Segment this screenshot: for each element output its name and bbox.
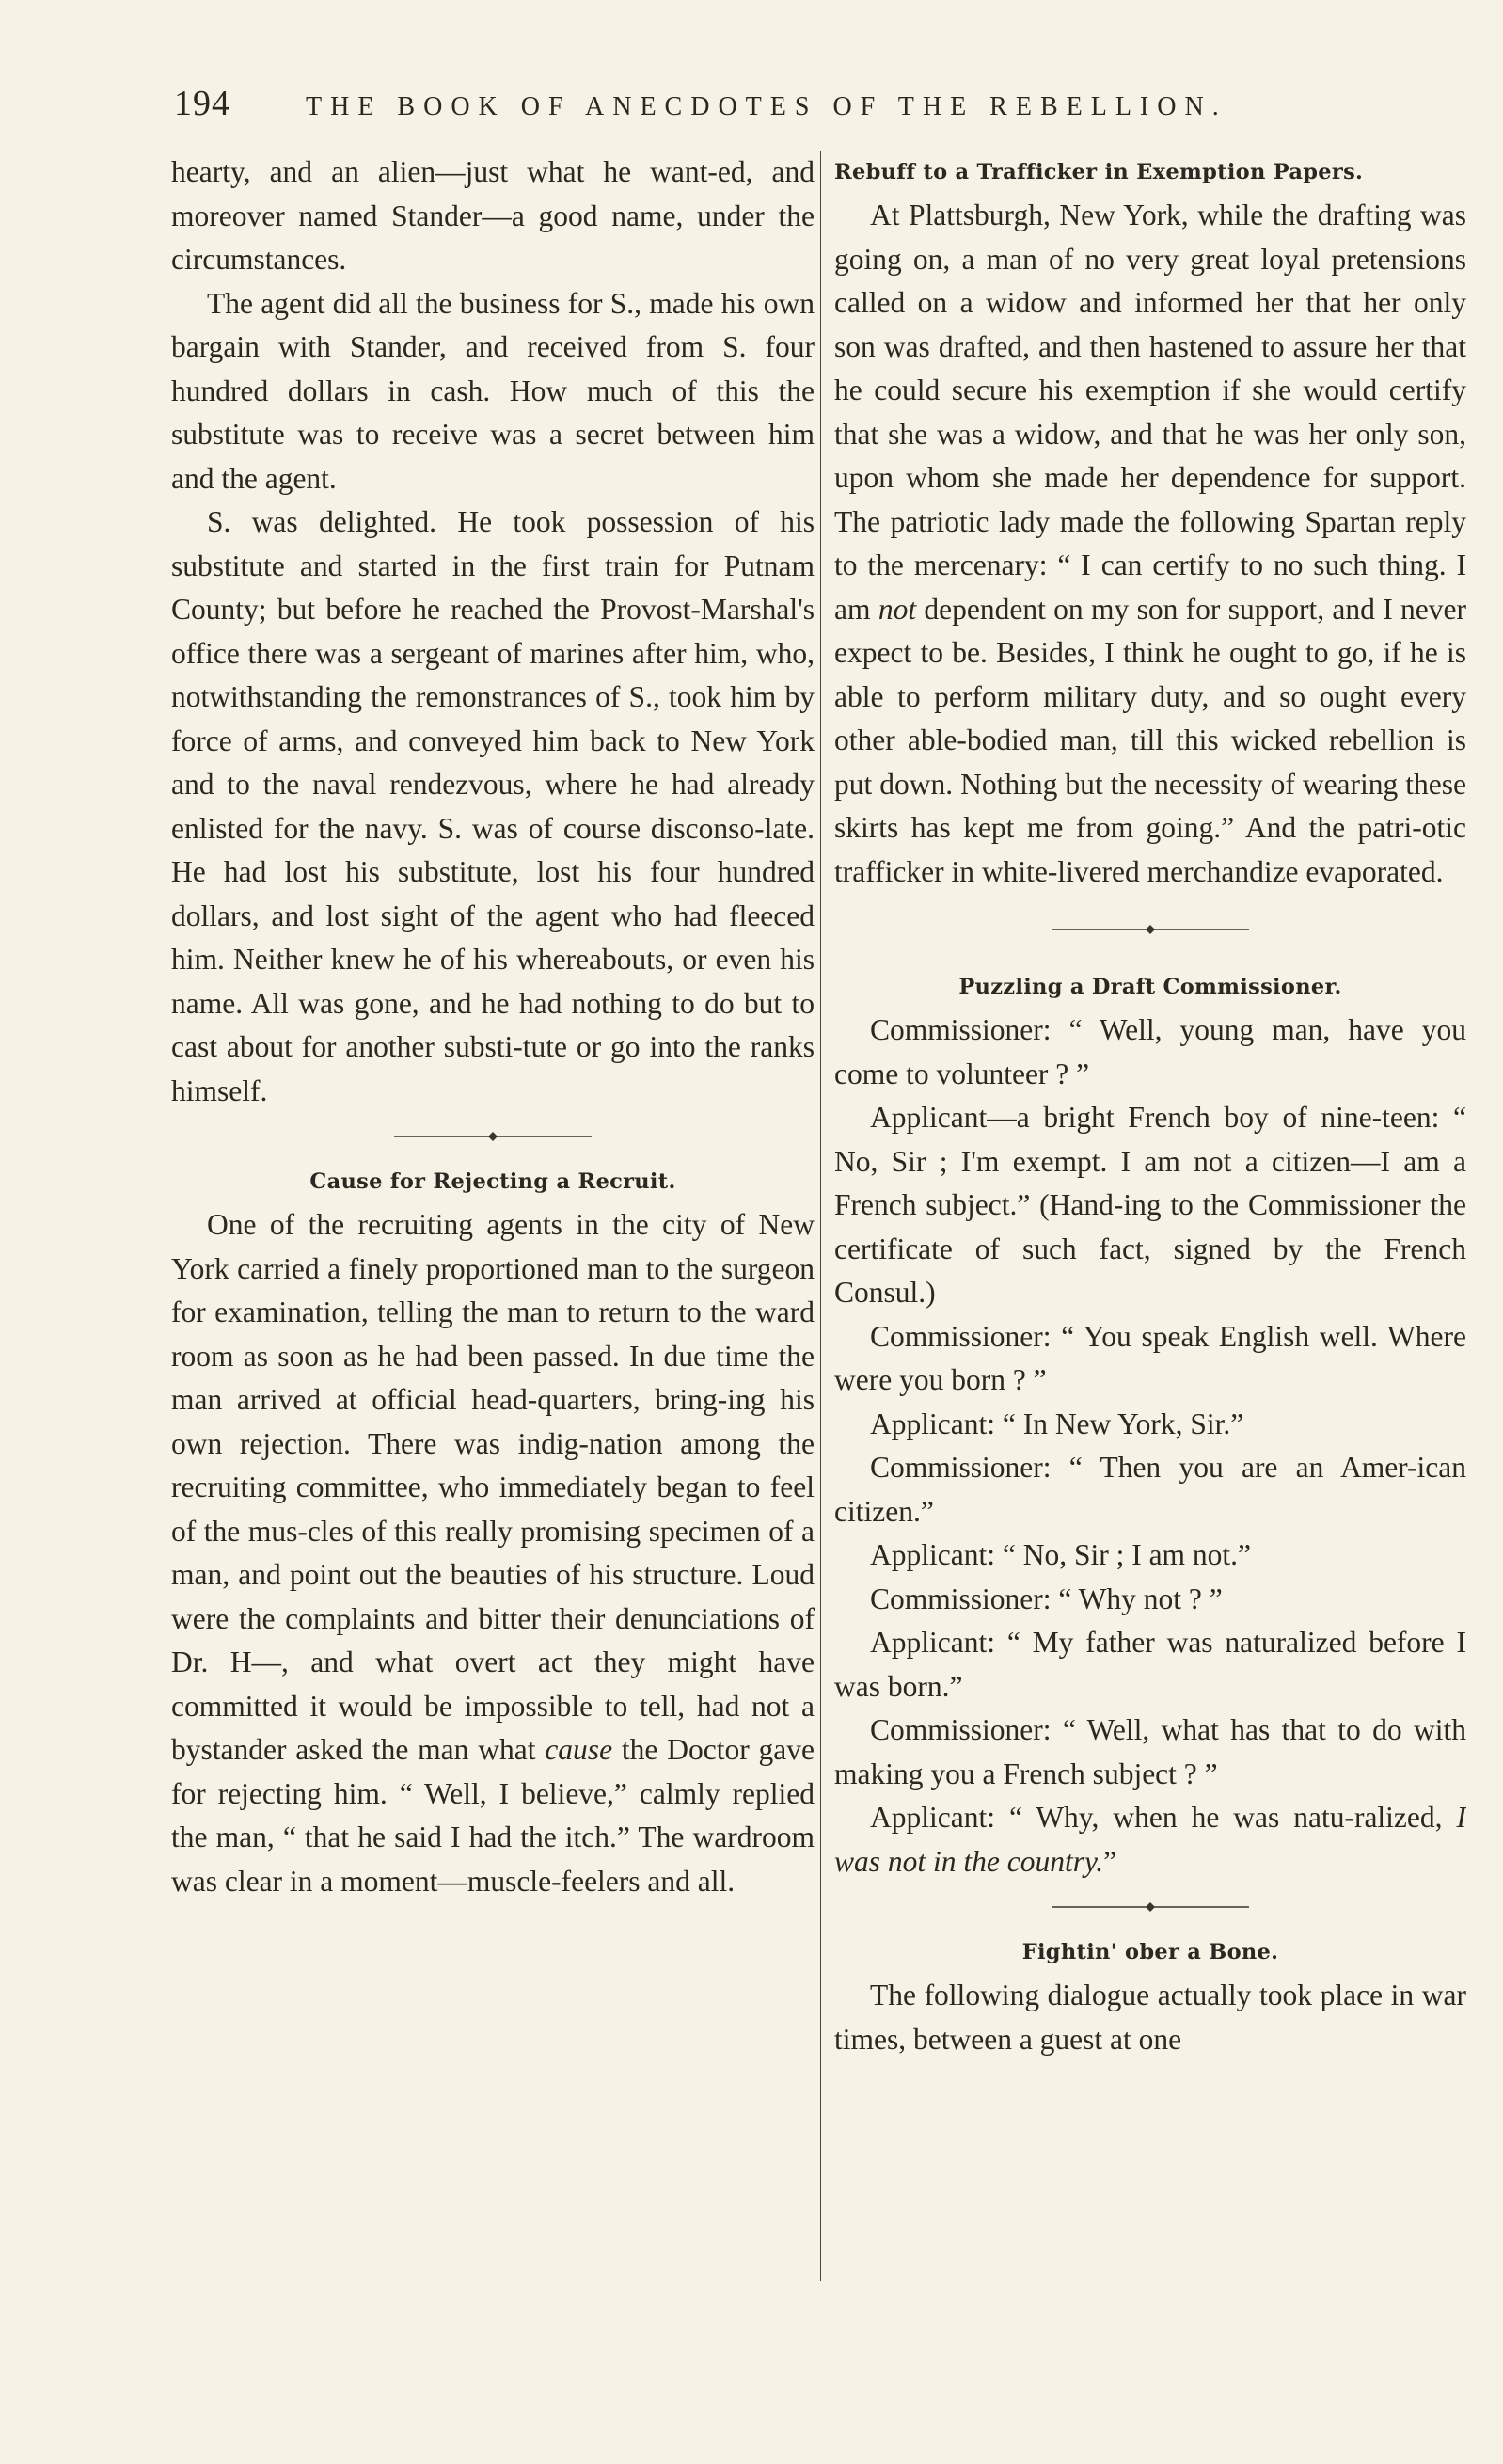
text-run: At Plattsburgh, New York, while the drafting was going on, a man of no very great loyal pretensions called on a widow and informed her that her only son was drafted, and then hastened to assure her that he could secure his exemption if she would certify that she was a widow, and that he was her only son, upon whom she made her dependence for support. The patriotic lady made the following Spartan reply to the mercenary: “ I can certify to no such thing. I am: [834, 199, 1466, 626]
dialogue-line: Commissioner: “ Why not ? ”: [870, 1582, 1223, 1615]
section-divider: [834, 894, 1466, 965]
dialogue-line: Commissioner: “ Well, what has that to do with making you a French subject ? ”: [834, 1713, 1466, 1790]
paragraph: [171, 1203, 815, 1903]
section-divider: [834, 1884, 1466, 1931]
paragraph: The following dialogue actually took place in war times, between a guest at one: [834, 1979, 1466, 2056]
dialogue-line: Applicant: “ My father was naturalized before I was born.”: [834, 1626, 1466, 1703]
text-run: Applicant: “ Why, when he was natu-ralized,: [870, 1801, 1443, 1834]
dialogue-line: Commissioner: “ Well, young man, have you come to volunteer ? ”: [834, 1013, 1466, 1090]
right-column: [834, 151, 1466, 2277]
ornament-rule-icon: [1052, 924, 1249, 935]
page-header: [174, 83, 1312, 123]
dialogue-line: Applicant: “ No, Sir ; I am not.”: [870, 1538, 1252, 1571]
text-run: the Doctor gave for rejecting him. “ Well, I believe,” calmly replied the man, “ that he said I had the itch.” The wardroom was clear in a moment—muscle-feelers and all.: [171, 1733, 815, 1898]
ornament-rule-icon: [394, 1131, 592, 1142]
text-run: One of the recruiting agents in the city of New York carried a finely proportioned man to the surgeon for examination, telling the man to return to the ward room as soon as he had been passed. In due time the man arrived at official head-quarters, bring-ing his own rejection. There was indig-nation among the recruiting committee, who immediately began to feel of the mus-cles of this really promising specimen of a man, and point out the beauties of his structure. Loud were the complaints and bitter their denunciations of Dr. H—, and what overt act they might have committed it would be impossible to tell, had not a bystander asked the man what: [171, 1208, 815, 1766]
column-divider: [820, 151, 821, 2281]
text-run: dependent on my son for support, and I never expect to be. Besides, I think he ought to go, if he is able to perform military duty, and so ought every other able-bodied man, till this wicked rebellion is put down. Nothing but the necessity of wearing these skirts has kept me from going.” And the patri-otic trafficker in white-livered merchandize evaporated.: [834, 592, 1466, 888]
dialogue-line: [834, 1796, 1466, 1884]
emphasis: not: [878, 592, 917, 626]
dialogue-line: Applicant—a bright French boy of nine-teen: “ No, Sir ; I'm exempt. I am not a citizen—I am a French subject.” (Hand-ing to the Commissioner the certificate of such fact, signed by the French Consul.): [834, 1101, 1466, 1309]
paragraph: [834, 194, 1466, 894]
paragraph: S. was delighted. He took possession of his substitute and started in the first train for Putnam County; but before he reached the Provost-Marshal's office there was a sergeant of marines after him, who, notwithstanding the remonstrances of S., took him by force of arms, and conveyed him back to New York and to the naval rendezvous, where he had already enlisted for the navy. S. was of course disconso-late. He had lost his substitute, lost his four hundred dollars, and lost sight of the agent who had fleeced him. Neither knew he of his whereabouts, or even his name. All was gone, and he had nothing to do but to cast about for another substi-tute or go into the ranks himself.: [171, 505, 815, 1107]
section-title: Rebuff to a Trafficker in Exemption Papers.: [834, 160, 1364, 184]
ornament-rule-icon: [1052, 1901, 1249, 1913]
text-run: ”: [1103, 1844, 1117, 1878]
emphasis: I was not in the country.: [834, 1801, 1466, 1878]
left-column: [171, 151, 815, 2277]
section-divider: [171, 1113, 815, 1160]
emphasis: cause: [545, 1733, 613, 1766]
dialogue-line: Applicant: “ In New York, Sir.”: [870, 1407, 1244, 1440]
paragraph: The agent did all the business for S., made his own bargain with Stander, and received from S. four hundred dollars in cash. How much of this the substitute was to receive was a secret between him and the agent.: [171, 286, 815, 495]
page-number: 194: [174, 84, 230, 123]
section-title: Fightin' ober a Bone.: [1021, 1940, 1279, 1964]
dialogue-line: Commissioner: “ Then you are an Amer-ican citizen.”: [834, 1451, 1466, 1528]
section-title: Puzzling a Draft Commissioner.: [958, 975, 1342, 999]
paragraph: hearty, and an alien—just what he want-ed, and moreover named Stander—a good name, under the circumstances.: [171, 155, 815, 276]
section-title: Cause for Rejecting a Recruit.: [309, 1169, 676, 1194]
dialogue-line: Commissioner: “ You speak English well. Where were you born ? ”: [834, 1319, 1466, 1396]
running-head: THE BOOK OF ANECDOTES OF THE REBELLION.: [306, 92, 1227, 121]
